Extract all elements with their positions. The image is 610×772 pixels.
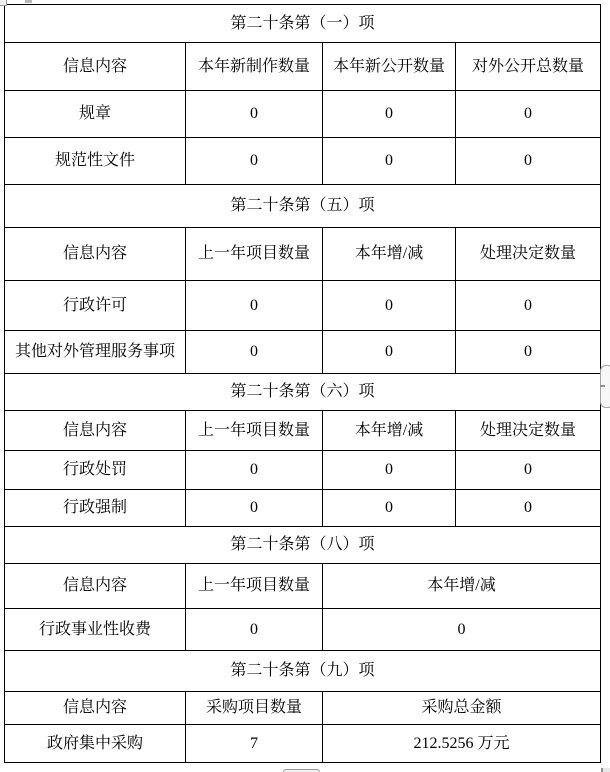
cell-value: 0 [186,451,323,490]
cell-value: 0 [456,138,601,185]
cell-value: 0 [323,609,601,651]
column-header: 上一年项目数量 [186,228,323,281]
cell-value: 0 [323,281,456,331]
cell-value: 7 [186,725,323,763]
cell-value: 0 [323,331,456,374]
section-title-5: 第二十条第（五）项 [5,185,601,228]
section-title-8: 第二十条第（八）项 [5,527,601,564]
row-label: 行政许可 [5,281,186,331]
scrollbar-corner [601,768,610,772]
column-header: 对外公开总数量 [456,43,601,91]
column-header: 采购项目数量 [186,692,323,725]
cell-value: 0 [456,331,601,374]
column-header: 处理决定数量 [456,411,601,451]
cell-value: 0 [456,490,601,527]
section-title-1: 第二十条第（一）项 [5,5,601,43]
cell-value: 0 [456,91,601,138]
row-label: 规章 [5,91,186,138]
cell-value: 0 [186,138,323,185]
column-header: 本年新公开数量 [323,43,456,91]
column-header: 信息内容 [5,564,186,609]
frame-corner-artifact [0,0,7,6]
column-header: 信息内容 [5,411,186,451]
cell-value: 0 [323,490,456,527]
cell-value: 212.5256 万元 [323,725,601,763]
row-label: 规范性文件 [5,138,186,185]
column-header: 本年增/减 [323,411,456,451]
cell-value: 0 [186,331,323,374]
column-header: 信息内容 [5,692,186,725]
cell-value: 0 [456,451,601,490]
row-label: 行政处罚 [5,451,186,490]
scrollbar-grip-icon [600,385,605,387]
section-title-6: 第二十条第（六）项 [5,374,601,411]
cell-value: 0 [323,91,456,138]
row-label: 其他对外管理服务事项 [5,331,186,374]
column-header: 信息内容 [5,43,186,91]
column-header: 上一年项目数量 [186,564,323,609]
cell-value: 0 [186,281,323,331]
column-header: 本年新制作数量 [186,43,323,91]
cell-value: 0 [323,451,456,490]
vertical-scrollbar-thumb[interactable] [600,365,610,408]
row-label: 行政强制 [5,490,186,527]
row-label: 行政事业性收费 [5,609,186,651]
cell-value: 0 [456,281,601,331]
section-title-9: 第二十条第（九）项 [5,651,601,692]
cell-value: 0 [186,609,323,651]
disclosure-report-table [4,4,601,763]
column-header: 处理决定数量 [456,228,601,281]
column-header: 本年增/减 [323,564,601,609]
row-label: 政府集中采购 [5,725,186,763]
column-header: 本年增/减 [323,228,456,281]
cell-value: 0 [323,138,456,185]
column-header: 信息内容 [5,228,186,281]
cell-value: 0 [186,91,323,138]
frame-tick-artifact [25,0,32,3]
column-header: 上一年项目数量 [186,411,323,451]
cell-value: 0 [186,490,323,527]
column-header: 采购总金额 [323,692,601,725]
